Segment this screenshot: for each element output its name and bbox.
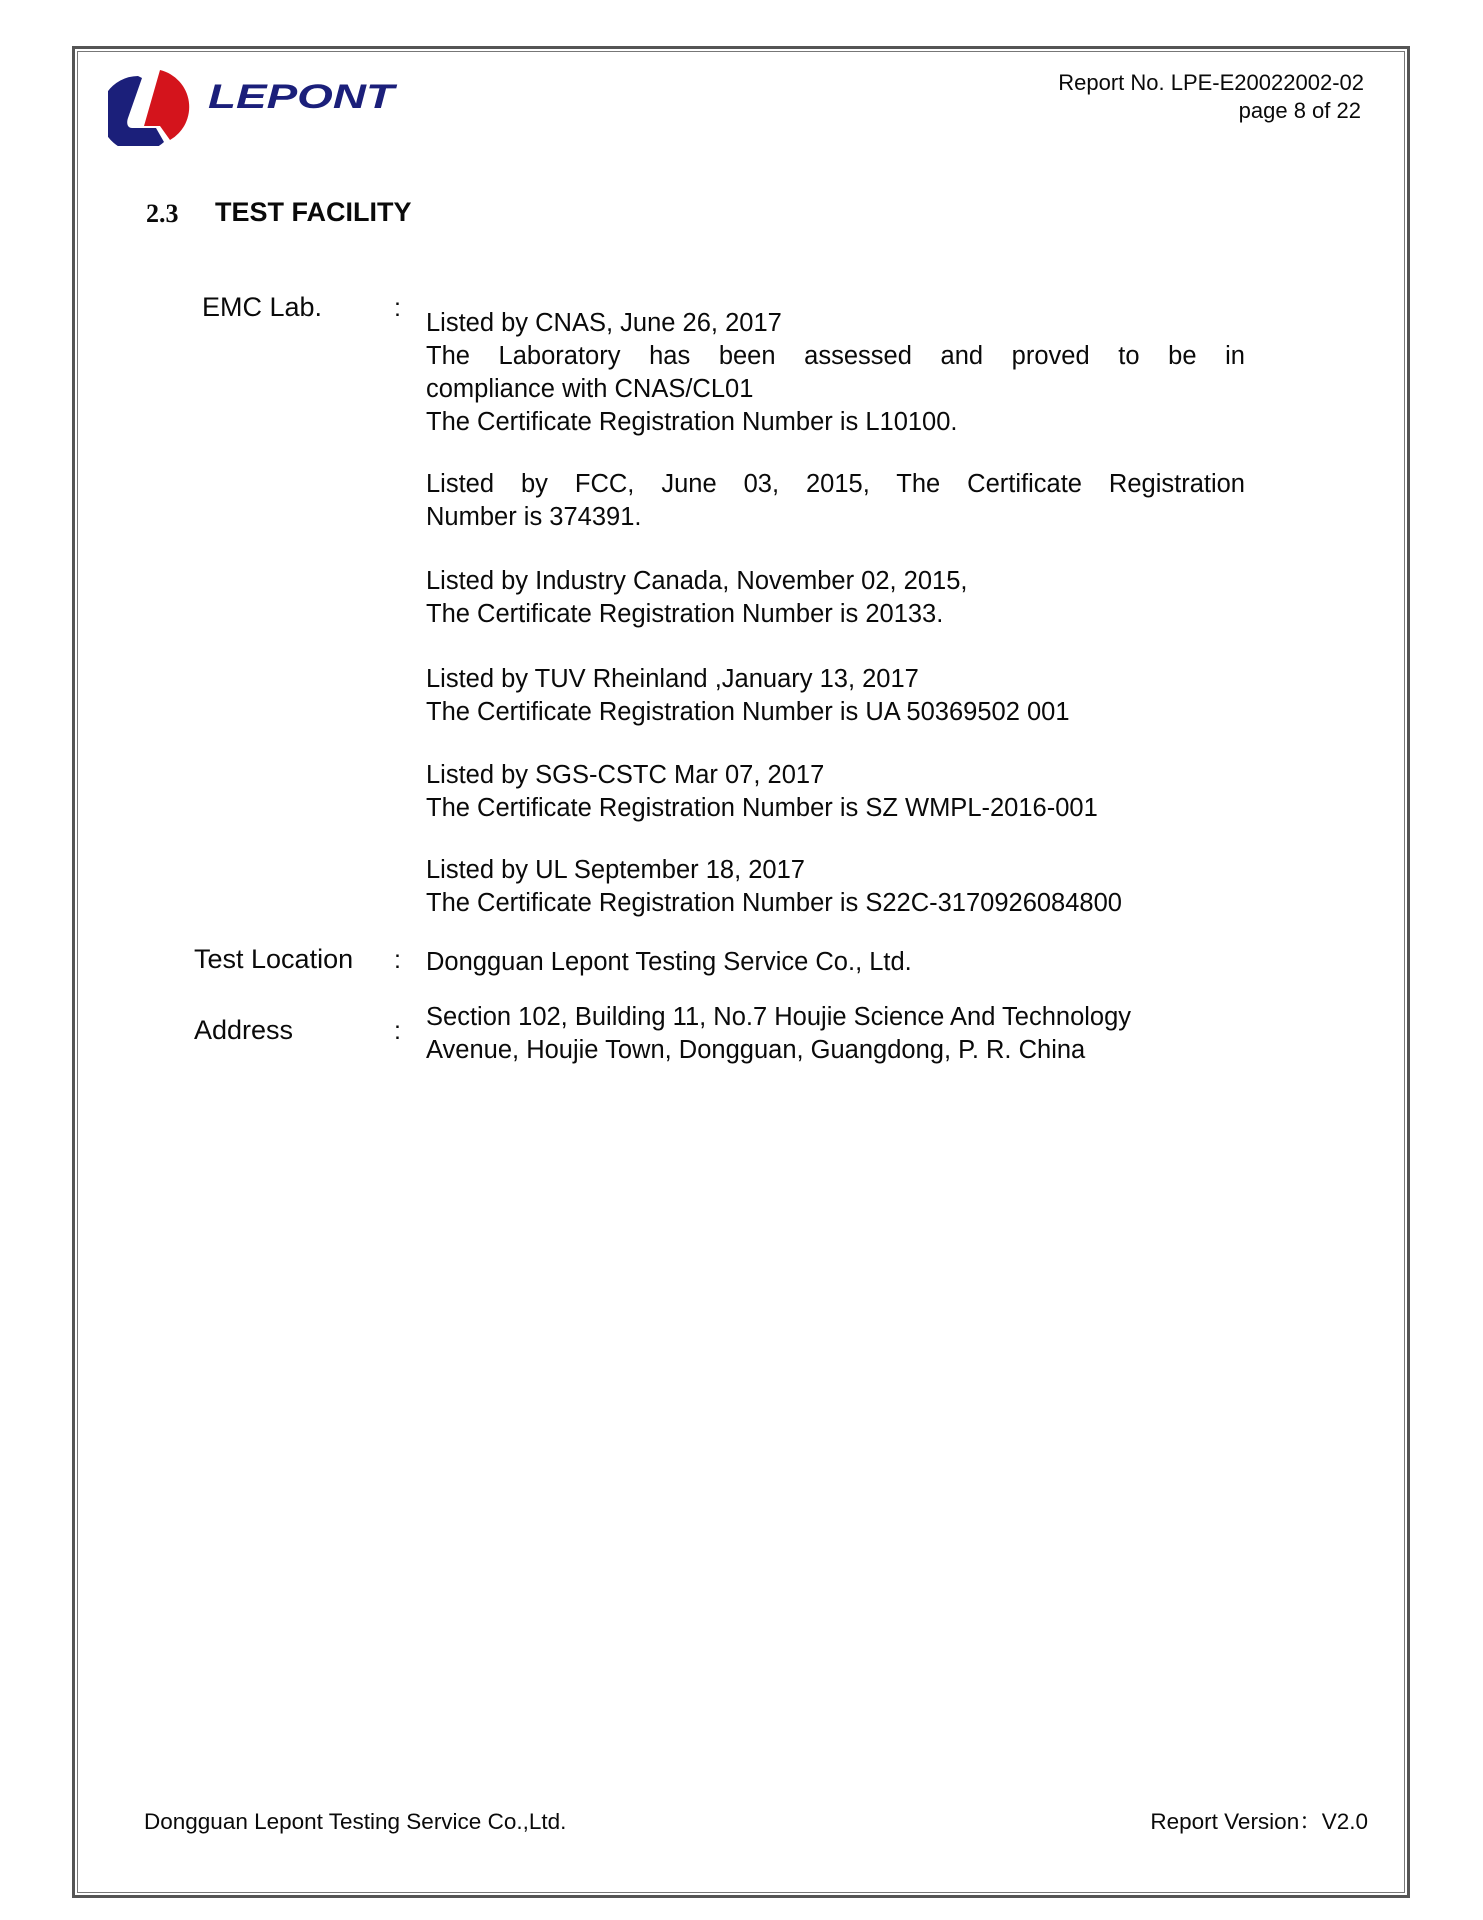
logo-wordmark: LEPONT bbox=[208, 78, 398, 116]
address-line: Section 102, Building 11, No.7 Houjie Science And Technology bbox=[426, 1003, 1132, 1031]
section-title: TEST FACILITY bbox=[215, 197, 412, 227]
listing-tuv bbox=[426, 663, 1245, 729]
lepont-logo-mark-icon bbox=[108, 66, 398, 146]
listing-line: compliance with CNAS/CL01 bbox=[426, 375, 754, 403]
footer-version: Report Version：V2.0 bbox=[1150, 1809, 1368, 1834]
page-indicator: page 8 of 22 bbox=[1238, 98, 1361, 123]
listing-line: Listed by UL September 18, 2017 bbox=[426, 856, 805, 884]
address-label: Address bbox=[194, 1015, 294, 1045]
listing-line: Listed by Industry Canada, November 02, 2015, bbox=[426, 567, 968, 595]
listing-line: Listed by SGS-CSTC Mar 07, 2017 bbox=[426, 761, 825, 789]
test-location-colon: : bbox=[394, 946, 401, 974]
test-location-value bbox=[426, 946, 1245, 979]
listing-fcc bbox=[426, 468, 1245, 534]
listing-line: The Laboratory has been assessed and proved to be in bbox=[426, 342, 1245, 370]
listing-line: Listed by CNAS, June 26, 2017 bbox=[426, 309, 782, 337]
listing-sgs bbox=[426, 759, 1245, 825]
report-number: Report No. LPE-E20022002-02 bbox=[1058, 70, 1364, 95]
listing-line: The Certificate Registration Number is L10100. bbox=[426, 408, 958, 436]
footer-company: Dongguan Lepont Testing Service Co.,Ltd. bbox=[144, 1809, 567, 1834]
listing-line: Number is 374391. bbox=[426, 503, 642, 531]
address-colon: : bbox=[394, 1017, 401, 1045]
listing-line: The Certificate Registration Number is S22C-3170926084800 bbox=[426, 889, 1122, 917]
test-location-label: Test Location bbox=[194, 944, 354, 974]
lepont-logo bbox=[108, 66, 398, 146]
emc-lab-label: EMC Lab. bbox=[202, 292, 323, 322]
address-value bbox=[426, 1001, 1245, 1067]
listing-line: Listed by FCC, June 03, 2015, The Certificate Registration bbox=[426, 470, 1245, 498]
listing-line: The Certificate Registration Number is SZ WMPL-2016-001 bbox=[426, 794, 1098, 822]
test-location-text: Dongguan Lepont Testing Service Co., Ltd. bbox=[426, 948, 912, 976]
listing-line: The Certificate Registration Number is UA 50369502 001 bbox=[426, 698, 1070, 726]
emc-lab-colon: : bbox=[394, 294, 401, 322]
listing-line: The Certificate Registration Number is 20133. bbox=[426, 600, 944, 628]
listing-industry-canada bbox=[426, 565, 1245, 631]
listing-line: Listed by TUV Rheinland ,January 13, 2017 bbox=[426, 665, 919, 693]
address-line: Avenue, Houjie Town, Dongguan, Guangdong, P. R. China bbox=[426, 1036, 1086, 1064]
listing-ul bbox=[426, 854, 1245, 920]
section-number: 2.3 bbox=[146, 199, 179, 228]
listing-cnas bbox=[426, 307, 1245, 439]
